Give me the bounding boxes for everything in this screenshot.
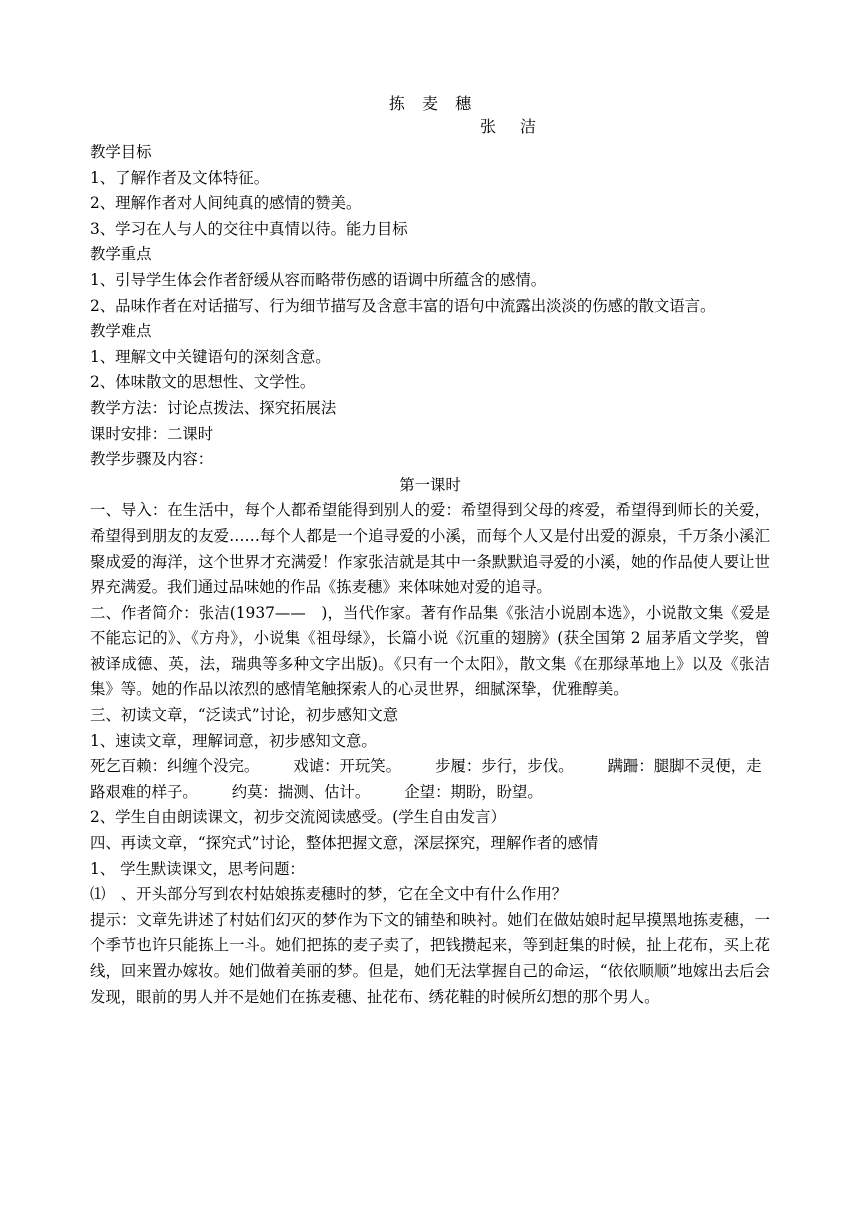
intro-paragraph: 一、导入：在生活中，每个人都希望能得到别人的爱：希望得到父母的疼爱，希望得到师长的关爱，希望得到朋友的友爱……每个人都是一个追寻爱的小溪，而每个人又是付出爱的源泉，千万条小溪汇聚成爱的海洋，这个世界才充满爱！作家张洁就是其中一条默默追寻爱的小溪，她的作品使人要让世界充满爱。我们通过品味她的作品《拣麦穗》来体味她对爱的追寻。 bbox=[90, 501, 770, 597]
hint-paragraph: 提示：文章先讲述了村姑们幻灭的梦作为下文的铺垫和映衬。她们在做姑娘时起早摸黑地拣麦穗，一个季节也许只能拣上一斗。她们把拣的麦子卖了，把钱攒起来，等到赶集的时候，扯上花布，买上花线，回来置办嫁妆。她们做着美丽的梦。但是，她们无法掌握自己的命运，“依依顺顺”地嫁出去后会发现，眼前的男人并不是她们在拣麦穗、扯花布、绣花鞋的时候所幻想的那个男人。 bbox=[90, 910, 770, 1006]
question-item: ⑴ 、开头部分写到农村姑娘拣麦穗时的梦，它在全文中有什么作用？ bbox=[90, 885, 568, 904]
class-schedule: 课时安排：二课时 bbox=[90, 424, 214, 443]
difficulty-item: 1、理解文中关键语句的深刻含意。 bbox=[90, 347, 331, 366]
vocabulary-block bbox=[90, 754, 770, 805]
first-read-step-2: 2、学生自由朗读课文，初步交流阅读感受。(学生自由发言） bbox=[90, 808, 506, 827]
steps-heading: 教学步骤及内容： bbox=[90, 450, 214, 469]
lesson-heading: 第一课时 bbox=[399, 475, 461, 494]
document-page bbox=[90, 94, 770, 1010]
first-read-step-1: 1、速读文章，理解词意，初步感知文意。 bbox=[90, 731, 377, 750]
difficulty-item: 2、体味散文的思想性、文学性。 bbox=[90, 373, 316, 392]
second-read-step-1: 1、 学生默读课文，思考问题： bbox=[90, 859, 305, 878]
goal-item: 1、了解作者及文体特征。 bbox=[90, 168, 270, 187]
document-title: 拣 麦 穗 bbox=[388, 94, 478, 113]
focus-item: 1、引导学生体会作者舒缓从容而略带伤感的语调中所蕴含的感情。 bbox=[90, 270, 547, 289]
section-heading-difficulty: 教学难点 bbox=[90, 322, 152, 341]
second-read-heading: 四、再读文章，“探究式”讨论，整体把握文意，深层探究，理解作者的感情 bbox=[90, 834, 599, 853]
vocab-item: 死乞百赖：纠缠个没完。 bbox=[90, 757, 260, 776]
goal-item: 2、理解作者对人间纯真的感情的赞美。 bbox=[90, 194, 362, 213]
author-intro-paragraph: 二、作者简介：张洁(1937—— )，当代作家。著有作品集《张洁小说剧本选》，小说散文集《爱是不能忘记的》、《方舟》，小说集《祖母绿》，长篇小说《沉重的翅膀》(获全国第 2 届茅盾文学奖，曾被译成德、英，法，瑞典等多种文字出版)。《只有一个太阳》，散文集《在那绿革地上》以及《张洁集》等。她的作品以浓烈的感情笔触探索人的心灵世界，细腻深挚，优雅醇美。 bbox=[90, 603, 770, 699]
focus-item: 2、品味作者在对话描写、行为细节描写及含意丰富的语句中流露出淡淡的伤感的散文语言。 bbox=[90, 296, 716, 315]
first-read-heading: 三、初读文章，“泛读式”讨论，初步感知文意 bbox=[90, 706, 399, 725]
section-heading-focus: 教学重点 bbox=[90, 245, 152, 264]
vocab-item: 步履：步行，步伐。 bbox=[435, 757, 574, 776]
teaching-method: 教学方法：讨论点拨法、探究拓展法 bbox=[90, 398, 337, 417]
section-heading-goals: 教学目标 bbox=[90, 143, 152, 161]
vocab-item: 约莫：揣测、估计。 bbox=[231, 782, 371, 801]
vocab-item: 企望：期盼，盼望。 bbox=[404, 782, 543, 801]
vocab-item: 蹒跚：腿脚不灵便，走路艰难的样子。 bbox=[90, 757, 762, 801]
goal-item: 3、学习在人与人的交往中真情以待。能力目标 bbox=[90, 219, 408, 238]
document-author: 张 洁 bbox=[480, 117, 541, 136]
vocab-item: 戏谑：开玩笑。 bbox=[293, 757, 402, 776]
